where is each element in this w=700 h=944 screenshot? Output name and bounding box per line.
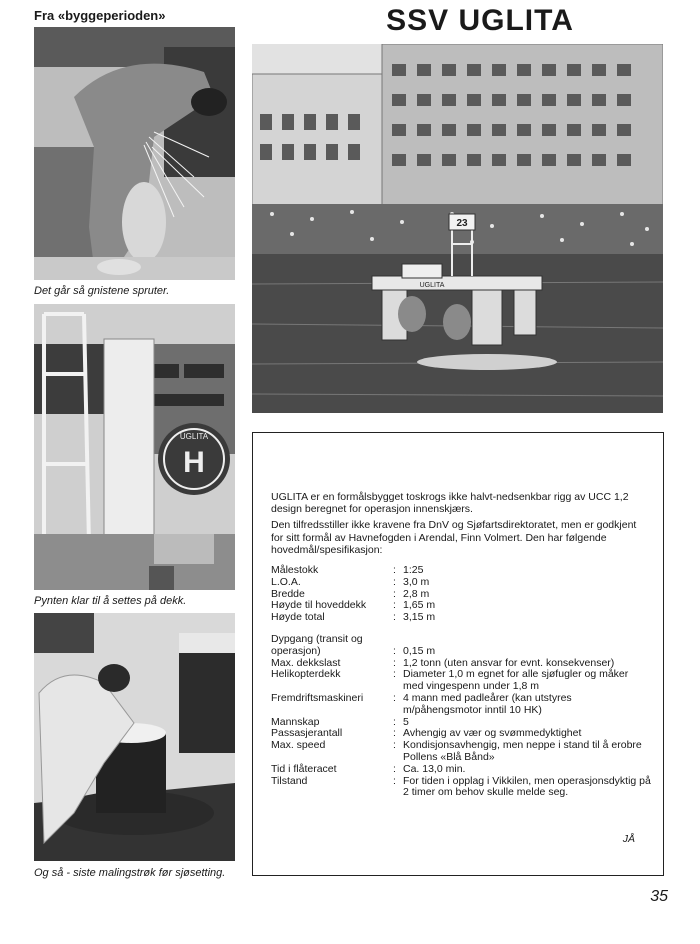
spec-key: Fremdriftsmaskineri (271, 691, 364, 704)
helipad-name: UGLITA (179, 432, 209, 441)
intro-paragraph: Den tilfredsstiller ikke kravene fra DnV og Sjøfartsdirektoratet, men er godkjent for sitt formål av Havnefogden i Arendal, Finn Volmert. Den har følgende hovedmål/spesifikasjon: (271, 519, 637, 556)
spec-value: 1:25 (403, 564, 424, 576)
spec-row: Max. dekkslast : 1,2 tonn (uten ansvar for evnt. konsekvenser) (271, 658, 651, 670)
spec-row: Tilstand : For tiden i opplag i Vikkilen, men operasjonsdyktig på 2 timer om behov skulle melde seg. (271, 774, 651, 799)
spec-table (271, 565, 651, 799)
spec-row: Høyde til hoveddekk : 1,65 m (271, 600, 651, 612)
spec-value: Diameter 1,0 m egnet for alle sjøfugler og måker med vingespenn under 1,8 m (403, 668, 629, 693)
spec-row: Høyde total : 3,15 m (271, 612, 651, 624)
spec-key: Bredde (271, 587, 305, 600)
spec-value: Avhengig av vær og svømmedyktighet (403, 727, 582, 740)
intro-paragraph: UGLITA er en formålsbygget toskrogs ikke halvt-nedsenkbar rigg av UCC 1,2 design beregnet for operasjon innenskjærs. (271, 491, 629, 516)
spec-key: Mannskap (271, 715, 320, 728)
spec-value: 0,15 m (403, 644, 436, 657)
spec-key: Tid i flåteracet (271, 762, 337, 775)
caption-photo-1: Det går så gnistene spruter. (34, 285, 170, 297)
spec-key: Høyde til hoveddekk (271, 599, 367, 612)
spec-value: For tiden i opplag i Vikkilen, men operasjonsdyktig på 2 timer om behov skulle melde seg. (403, 774, 651, 799)
spec-value: 3,15 m (403, 611, 436, 624)
spec-row: Mannskap : 5 (271, 717, 651, 729)
tower-number: 23 (456, 218, 468, 229)
spec-row: Fremdriftsmaskineri : 4 mann med padleårer (kan utstyres m/påhengsmotor inntil 10 HK) (271, 693, 651, 717)
spec-row: Dypgang (transit og operasjon) : 0,15 m (271, 634, 651, 658)
spec-row: L.O.A. : 3,0 m (271, 577, 651, 589)
author-signature: JÅ (622, 833, 635, 845)
spec-value: 2,8 m (403, 587, 430, 600)
spec-row: Max. speed : Kondisjonsavhengig, men neppe i stand til å erobre Pollens «Blå Bånd» (271, 740, 651, 764)
photo-harbour-race (252, 44, 663, 413)
spec-value: 5 (403, 715, 409, 728)
page-title: SSV UGLITA (386, 4, 574, 37)
spec-row: Helikopterdekk : Diameter 1,0 m egnet for alle sjøfugler og måker med vingespenn under 1,8 m (271, 669, 651, 693)
spec-key: Helikopterdekk (271, 668, 341, 681)
section-label: Fra «byggeperioden» (34, 8, 166, 23)
spec-value: 1,2 tonn (uten ansvar for evnt. konsekvenser) (403, 656, 615, 669)
spec-value: 1,65 m (403, 599, 436, 612)
spec-row: Bredde : 2,8 m (271, 589, 651, 601)
spec-value: Ca. 13,0 min. (403, 762, 466, 775)
spec-value: Kondisjonsavhengig, men neppe i stand til å erobre Pollens «Blå Bånd» (403, 739, 642, 763)
spec-key: L.O.A. (271, 575, 301, 588)
spec-key: Høyde total (271, 611, 325, 624)
spec-key: Dypgang (transit og operasjon) (271, 632, 363, 657)
spec-key: Tilstand (271, 774, 308, 787)
photo-workshop (34, 304, 235, 590)
rig-name: UGLITA (419, 282, 445, 289)
page-number: 35 (650, 888, 668, 905)
spec-row: Målestokk : 1:25 (271, 565, 651, 577)
caption-photo-3: Og så - siste malingstrøk før sjøsetting. (34, 867, 226, 879)
spec-key: Passasjerantall (271, 727, 343, 740)
photo-painting (34, 613, 235, 861)
photo-grinding (34, 27, 235, 280)
spec-key: Målestokk (271, 564, 319, 576)
spec-row: Passasjerantall : Avhengig av vær og svømmedyktighet (271, 728, 651, 740)
spec-key: Max. dekkslast (271, 656, 341, 669)
spec-value: 4 mann med padleårer (kan utstyres m/påhengsmotor inntil 10 HK) (403, 691, 572, 716)
spec-key: Max. speed (271, 739, 326, 752)
spec-box (252, 432, 664, 876)
spec-row: Tid i flåteracet : Ca. 13,0 min. (271, 764, 651, 776)
spec-value: 3,0 m (403, 575, 430, 588)
caption-photo-2: Pynten klar til å settes på dekk. (34, 595, 187, 607)
intro-text (271, 491, 651, 560)
helipad-letter: H (183, 446, 205, 479)
